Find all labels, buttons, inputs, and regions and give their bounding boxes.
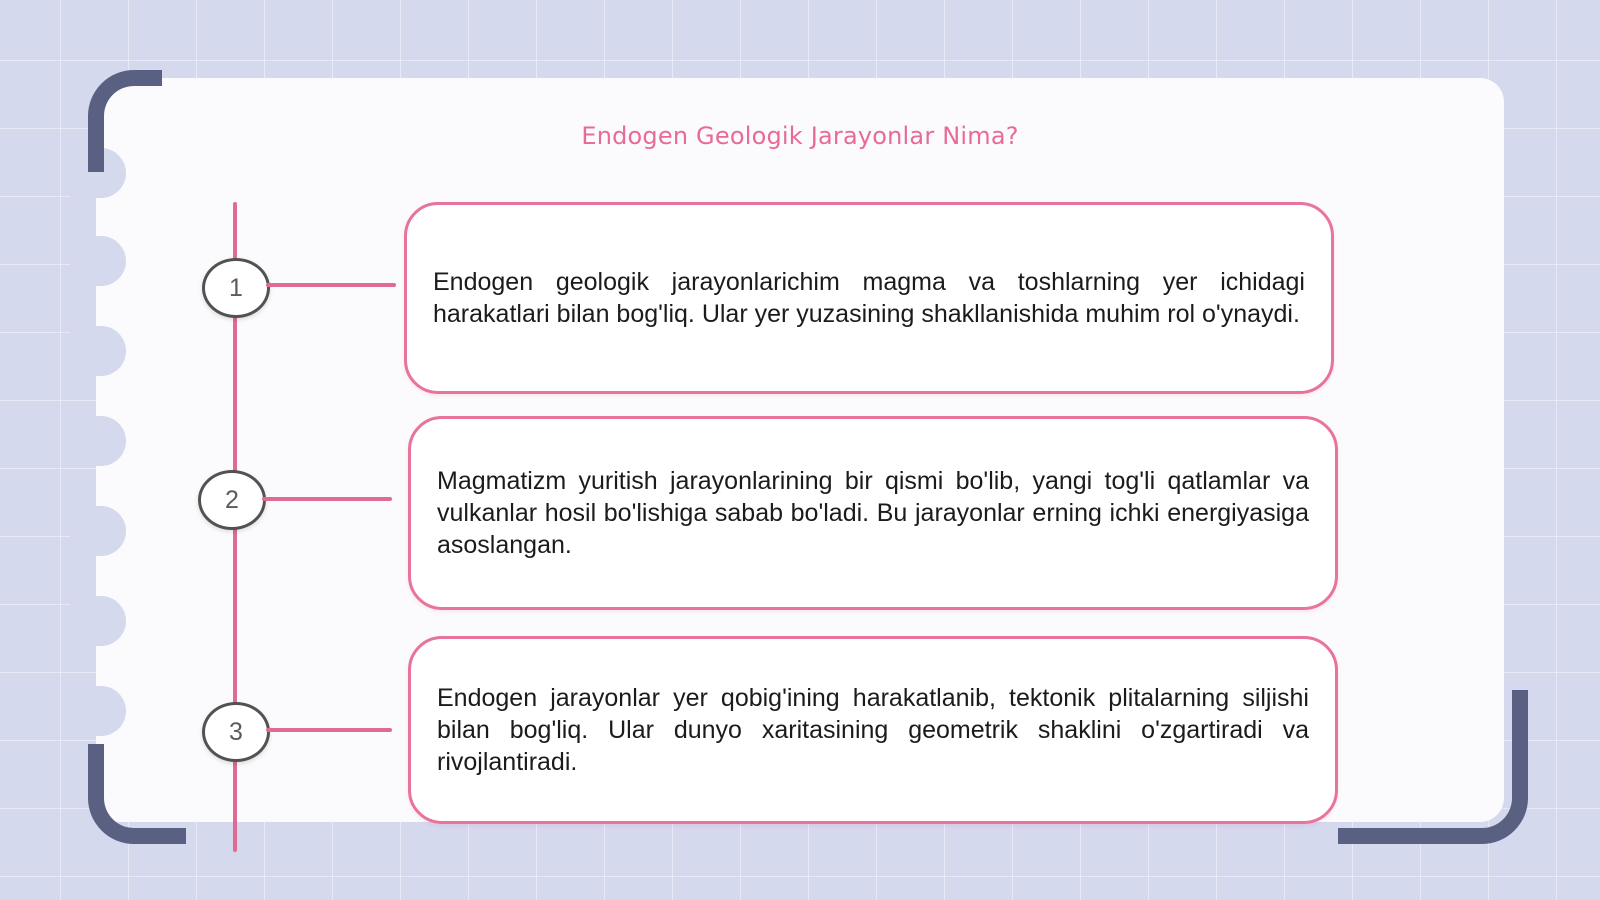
step-card-1	[404, 202, 1334, 394]
binder-notch	[70, 686, 126, 736]
step-number-badge-2: 2	[198, 470, 266, 530]
step-card-text-2: Magmatizm yuritish jarayonlarining bir qismi bo'lib, yangi tog'li qatlamlar va vulkanlar hosil bo'lishiga sabab bo'ladi. Bu jarayonlar erning ichki energiyasiga asoslangan.	[437, 467, 1309, 559]
binder-notch	[70, 416, 126, 466]
frame-corner-top-left	[88, 70, 162, 172]
step-connector-2	[262, 497, 392, 501]
frame-corner-bottom-right	[1338, 690, 1528, 844]
step-card-text-3: Endogen jarayonlar yer qobig'ining harakatlanib, tektonik plitalarning siljishi bilan bog'liq. Ular dunyo xaritasining geometrik shaklini o'zgartiradi va rivojlantiradi.	[437, 684, 1309, 776]
step-connector-3	[266, 728, 392, 732]
step-number-badge-3: 3	[202, 702, 270, 762]
step-card-3	[408, 636, 1338, 824]
binder-notch	[70, 506, 126, 556]
step-card-2	[408, 416, 1338, 610]
step-card-text-1: Endogen geologik jarayonlarichim magma va toshlarning yer ichidagi harakatlari bilan bog'liq. Ular yer yuzasining shakllanishida muhim rol o'ynaydi.	[433, 268, 1305, 328]
step-connector-1	[266, 283, 396, 287]
step-number-badge-1: 1	[202, 258, 270, 318]
slide-title: Endogen Geologik Jarayonlar Nima?	[581, 122, 1019, 150]
frame-corner-bottom-left	[88, 744, 186, 844]
binder-notch	[70, 326, 126, 376]
binder-notch	[70, 596, 126, 646]
binder-notch	[70, 236, 126, 286]
